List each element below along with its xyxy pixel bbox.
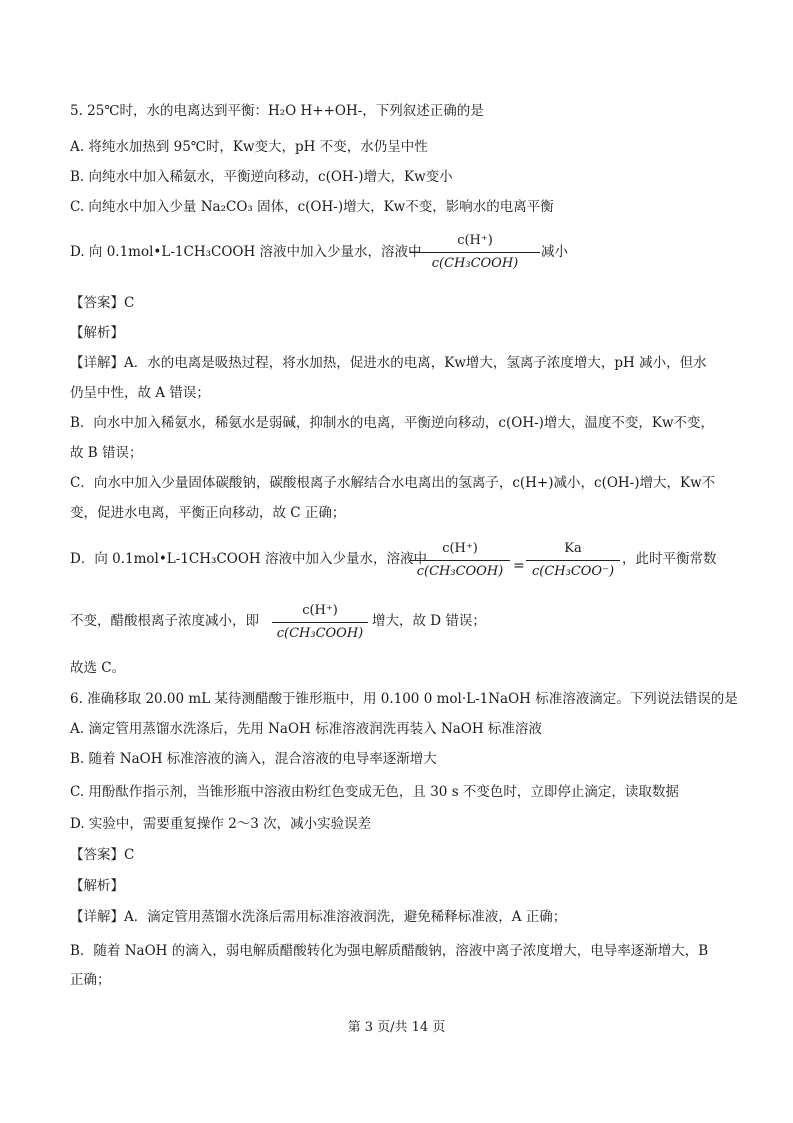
q5-detail-line: 【详解】A．水的电离是吸热过程，将水加热，促进水的电离，Kw增大，氢离子浓度增大，pH 减小，但水 bbox=[70, 355, 707, 371]
q6-option-b: B. 随着 NaOH 标准溶液的滴入，混合溶液的电导率逐渐增大 bbox=[70, 751, 437, 767]
q5-detail-line: 不变，醋酸根离子浓度减小，即 bbox=[70, 613, 259, 629]
q5-detail-line: 变，促进水电离，平衡正向移动，故 C 正确； bbox=[70, 505, 346, 521]
fraction-denominator: c(CH₃COO⁻) bbox=[531, 564, 615, 579]
q5-detail-line: 故选 C。 bbox=[70, 660, 126, 676]
detail-fraction-3 bbox=[272, 602, 368, 643]
q6-detail-line: 【详解】A．滴定管用蒸馏水洗涤后需用标准溶液润洗，避免稀释标准液，A 正确； bbox=[70, 909, 567, 925]
fraction-numerator: c(H⁺) bbox=[302, 603, 338, 618]
q5-option-d-fraction bbox=[410, 232, 540, 273]
q5-detail-line: 仍呈中性，故 A 错误； bbox=[70, 385, 210, 401]
q5-option-c: C. 向纯水中加入少量 Na₂CO₃ 固体，c(OH-)增大，Kw不变，影响水的电离平衡 bbox=[70, 199, 554, 215]
q5-option-d-tail: 减小 bbox=[541, 244, 568, 260]
equals-sign: = bbox=[513, 558, 525, 574]
fraction-numerator: Ka bbox=[564, 541, 582, 556]
q6-stem: 6. 准确移取 20.00 mL 某待测醋酸于锥形瓶中，用 0.100 0 mol·L-1NaOH 标准溶液滴定。下列说法错误的是 bbox=[70, 691, 738, 707]
q6-option-d: D. 实验中，需要重复操作 2～3 次，减小实验误差 bbox=[70, 816, 372, 832]
q6-detail-line: 正确； bbox=[70, 972, 111, 988]
fraction-denominator: c(CH₃COOH) bbox=[431, 256, 519, 271]
detail-fraction-1 bbox=[410, 540, 510, 581]
q5-detail-line: B．向水中加入稀氨水，稀氨水是弱碱，抑制水的电离，平衡逆向移动，c(OH-)增大，温度不变，Kw不变， bbox=[70, 415, 715, 431]
q5-detail-line: D．向 0.1mol•L-1CH₃COOH 溶液中加入少量水，溶液中 bbox=[70, 551, 427, 567]
q5-option-a: A. 将纯水加热到 95℃时，Kw变大，pH 不变，水仍呈中性 bbox=[70, 139, 428, 155]
q5-detail-line: 故 B 错误； bbox=[70, 445, 143, 461]
q5-detail-line: C．向水中加入少量固体碳酸钠，碳酸根离子水解结合水电离出的氢离子，c(H+)减小，c(OH-)增大，Kw不 bbox=[70, 475, 716, 491]
q5-answer: 【答案】C bbox=[70, 295, 135, 311]
fraction-numerator: c(H⁺) bbox=[457, 233, 493, 248]
q6-option-c: C. 用酚酞作指示剂，当锥形瓶中溶液由粉红色变成无色，且 30 s 不变色时，立即停止滴定，读取数据 bbox=[70, 784, 679, 800]
q5-detail-line: ，此时平衡常数 bbox=[622, 551, 717, 567]
page-footer: 第 3 页/共 14 页 bbox=[347, 1020, 446, 1035]
fraction-denominator: c(CH₃COOH) bbox=[416, 564, 504, 579]
q6-detail-line: B．随着 NaOH 的滴入，弱电解质醋酸转化为强电解质醋酸钠，溶液中离子浓度增大，电导率逐渐增大，B bbox=[70, 943, 709, 959]
q5-detail-line: 增大，故 D 错误； bbox=[372, 613, 486, 629]
q5-option-d: D. 向 0.1mol•L-1CH₃COOH 溶液中加入少量水，溶液中 bbox=[70, 244, 422, 260]
q6-option-a: A. 滴定管用蒸馏水洗涤后，先用 NaOH 标准溶液润洗再装入 NaOH 标准溶液 bbox=[70, 721, 542, 737]
q5-option-b: B. 向纯水中加入稀氨水，平衡逆向移动，c(OH-)增大，Kw变小 bbox=[70, 169, 453, 185]
q6-answer: 【答案】C bbox=[70, 847, 135, 863]
q6-analysis-label: 【解析】 bbox=[70, 878, 124, 894]
q5-stem: 5. 25℃时，水的电离达到平衡：H₂O H++OH-，下列叙述正确的是 bbox=[70, 103, 484, 119]
q5-analysis-label: 【解析】 bbox=[70, 325, 124, 341]
detail-fraction-2 bbox=[526, 540, 620, 581]
fraction-numerator: c(H⁺) bbox=[442, 541, 478, 556]
fraction-denominator: c(CH₃COOH) bbox=[276, 626, 364, 641]
